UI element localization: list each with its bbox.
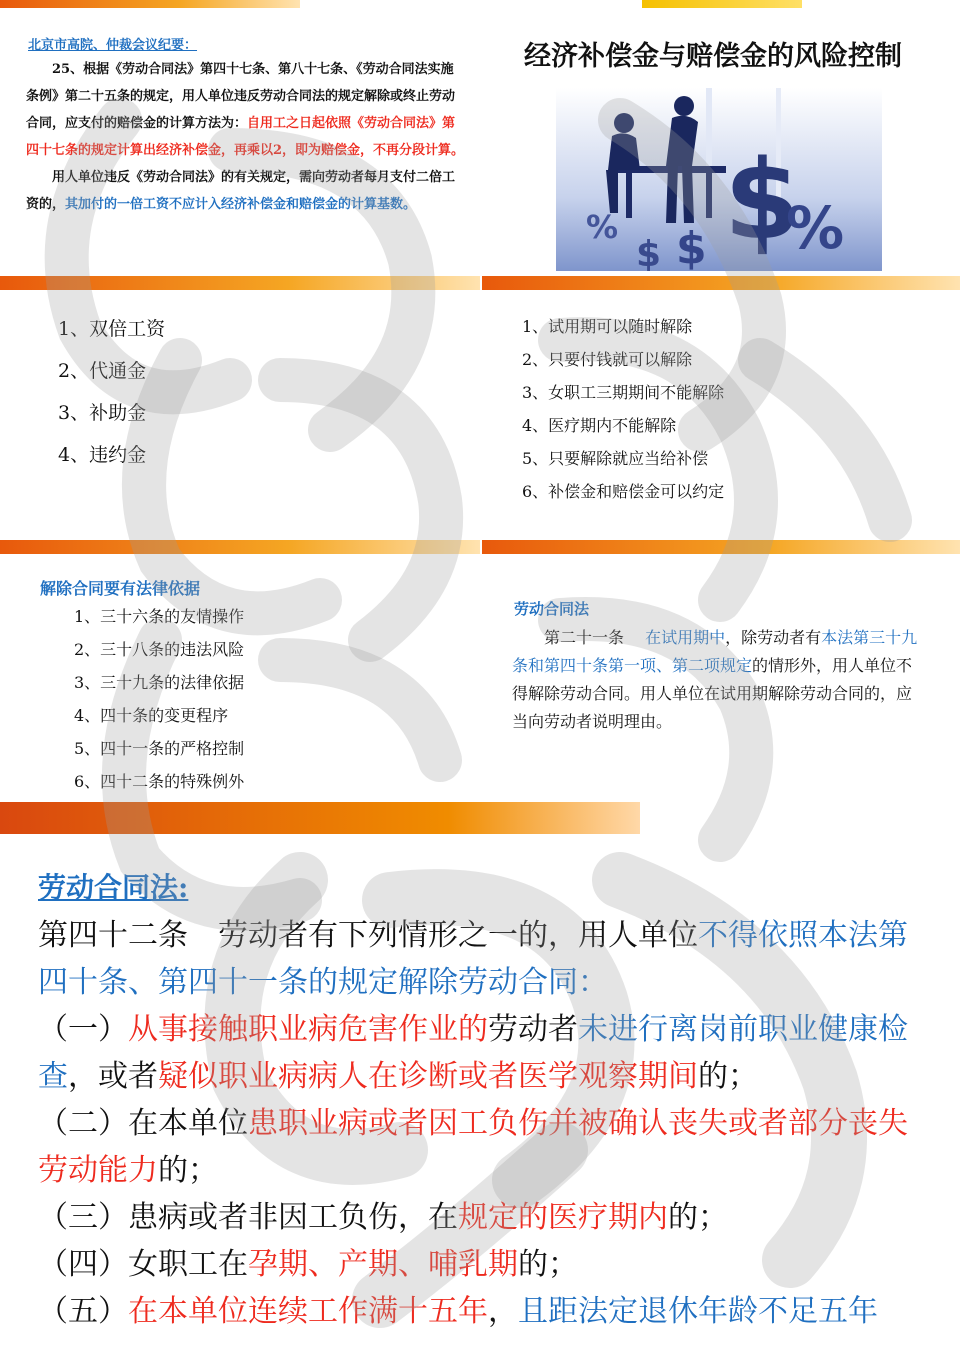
svg-text:$: $ — [676, 223, 707, 271]
slide-6-heading: 劳动合同法 — [514, 600, 590, 618]
list-item: 3、补助金 — [58, 402, 147, 424]
slide-6-article: 第二十一条 在试用期中，除劳动者有本法第三十九条和第四十条第一项、第二项规定的情形外，用人单位不得解除劳动合同。用人单位在试用期解除劳动合同的，应当向劳动者说明理由。 — [512, 628, 918, 731]
slide-1-paragraph-2: 用人单位违反《劳动合同法》的有关规定，需向劳动者每月支付二倍工资的，其加付的一倍工资不应计入经济补偿金和赔偿金的计算基数。 — [26, 170, 456, 212]
article-42-item-2: （二）在本单位患职业病或者因工负伤并被确认丧失或者部分丧失劳动能力的； — [38, 1106, 908, 1188]
article-42-item-4: （四）女职工在孕期、产期、哺乳期的； — [38, 1247, 578, 1282]
slide-7-top-bar — [0, 802, 640, 834]
slide-5-top-bar — [0, 540, 480, 554]
list-item: 6、补偿金和赔偿金可以约定 — [522, 482, 725, 501]
list-item: 4、医疗期内不能解除 — [522, 416, 677, 435]
slide-6 — [482, 540, 960, 802]
list-item: 2、三十八条的违法风险 — [74, 640, 245, 659]
svg-text:$: $ — [636, 234, 662, 271]
slide-4-top-bar — [482, 276, 960, 290]
list-item: 1、双倍工资 — [58, 318, 166, 340]
slide-2-title: 经济补偿金与赔偿金的风险控制 — [524, 41, 902, 72]
slide-4 — [482, 276, 960, 538]
slide-7-heading: 劳动合同法: — [38, 871, 189, 904]
article-42-intro: 第四十二条 劳动者有下列情形之一的，用人单位不得依照本法第四十条、第四十一条的规定解除劳动合同： — [38, 918, 908, 1000]
list-item: 6、四十二条的特殊例外 — [74, 772, 245, 791]
list-item: 5、四十一条的严格控制 — [74, 739, 245, 758]
article-42-item-5: （五）在本单位连续工作满十五年，且距法定退休年龄不足五年 — [38, 1294, 878, 1329]
svg-text:$: $ — [724, 136, 801, 264]
svg-text:%: % — [586, 208, 619, 246]
slide-2-top-bar — [642, 0, 802, 8]
list-item: 2、代通金 — [58, 360, 147, 382]
slide-5 — [0, 540, 480, 802]
business-meeting-image — [556, 88, 882, 271]
list-item: 2、只要付钱就可以解除 — [522, 350, 693, 369]
article-42-item-3: （三）患病或者非因工负伤，在规定的医疗期内的； — [38, 1200, 728, 1235]
list-item: 4、四十条的变更程序 — [74, 706, 229, 725]
slide-2 — [482, 0, 960, 276]
list-item: 3、女职工三期期间不能解除 — [522, 383, 725, 402]
slide-1-heading: 北京市高院、仲裁会议纪要： — [28, 38, 198, 53]
svg-text:%: % — [786, 194, 845, 262]
slide-1-paragraph-1: 25、根据《劳动合同法》第四十七条、第八十七条、《劳动合同法实施条例》第二十五条的规定，用人单位违反劳动合同法的规定解除或终止劳动合同，应支付的赔偿金的计算方法为：自用工之日起依照《劳动合同法》第四十七条的规定计算出经济补偿金，再乘以2，即为赔偿金，不再分段计算。 — [26, 62, 465, 158]
slide-1 — [0, 0, 480, 272]
list-item: 5、只要解除就应当给补偿 — [522, 449, 709, 468]
slide-5-heading: 解除合同要有法律依据 — [40, 579, 201, 598]
slide-3-top-bar — [0, 276, 480, 290]
list-item: 1、试用期可以随时解除 — [522, 317, 693, 336]
list-item: 4、违约金 — [58, 444, 147, 466]
slide-7 — [0, 802, 960, 1352]
slide-6-top-bar — [482, 540, 960, 554]
article-42-item-1: （一）从事接触职业病危害作业的劳动者未进行离岗前职业健康检查，或者疑似职业病病人在诊断或者医学观察期间的； — [38, 1012, 908, 1094]
slide-1-top-bar — [0, 0, 300, 8]
slide-3 — [0, 276, 480, 538]
list-item: 3、三十九条的法律依据 — [74, 673, 245, 692]
list-item: 1、三十六条的友情操作 — [74, 607, 245, 626]
